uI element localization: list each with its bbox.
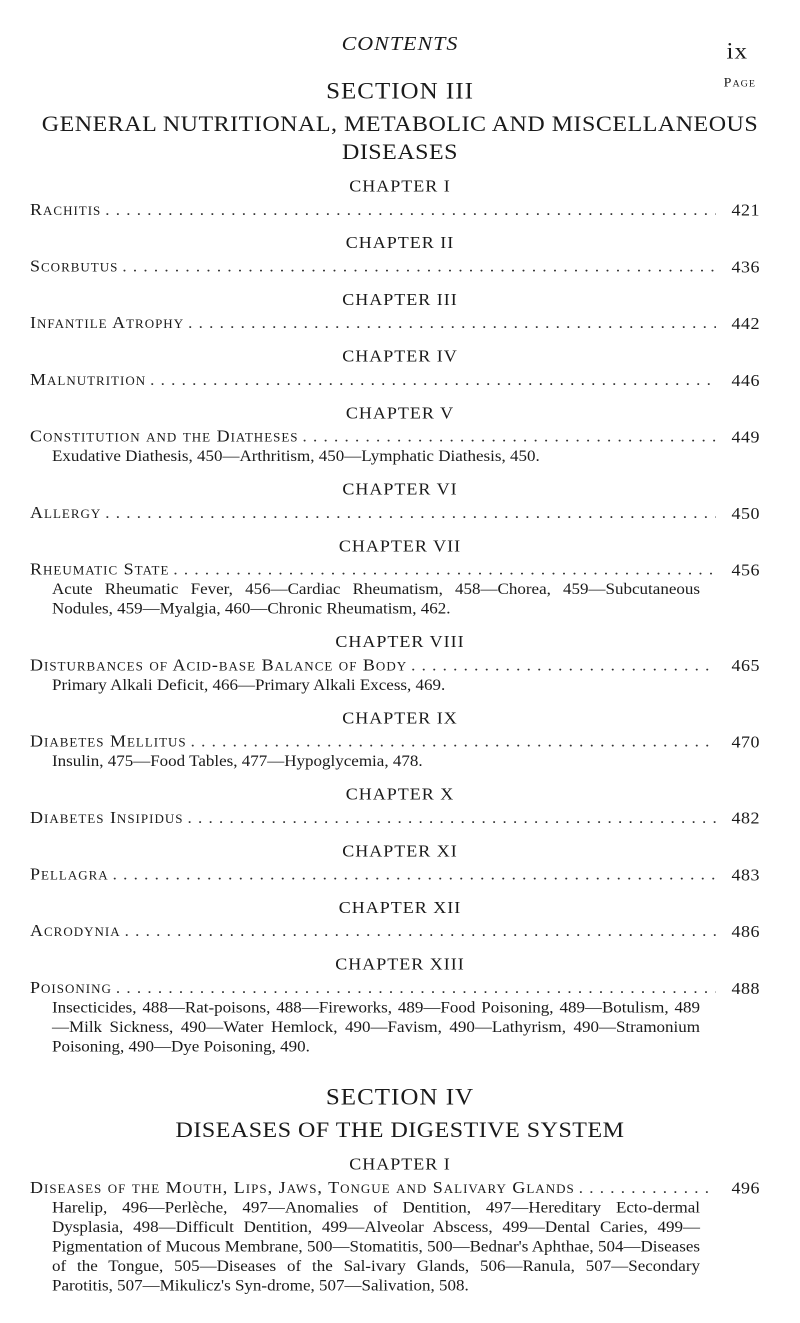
page-number: 496 (731, 1178, 760, 1198)
leader-dots (188, 313, 716, 333)
subentries: Exudative Diathesis, 450—Arthritism, 450—Lymphatic Diathesis, 450. (52, 447, 540, 465)
page-number: 483 (731, 865, 760, 885)
leader-dots (125, 921, 716, 941)
chapter-heading: CHAPTER XIII (335, 954, 465, 974)
chapter-heading: CHAPTER I (349, 176, 451, 196)
page-number: 456 (731, 560, 760, 580)
entry-title: Infantile Atrophy (30, 313, 185, 332)
entry-title: Poisoning (30, 978, 112, 997)
page-number: 449 (731, 427, 760, 447)
toc-entry[interactable] (30, 370, 760, 390)
leader-dots (187, 808, 716, 828)
entry-title: Pellagra (30, 864, 109, 884)
entry-title: Diseases of the Mouth, Lips, Jaws, Tongue and Salivary Glands (30, 1177, 575, 1197)
chapter-heading: CHAPTER III (342, 290, 458, 309)
page-number: 421 (731, 200, 760, 220)
subentries: Harelip, 496—Perlèche, 497—Anomalies of Dentition, 497—Hereditary Ecto-dermal Dysplasia, 498—Difficult Dentition, 499—Alveolar Abscess, 499—Dental Caries, 499—Pigmentation of Mucous Membrane, 500—Stomatitis, 500—Bednar's Aphthae, 504—Diseases of the Tongue, 505—Diseases of the Sal-ivary Glands, 506—Ranula, 507—Secondary Parotitis, 507—Mikulicz's Syn-drome, 507—Salivation, 508. (52, 1198, 700, 1295)
toc-entry[interactable] (30, 921, 760, 941)
running-head (0, 31, 800, 65)
page-number: 486 (731, 922, 760, 941)
leader-dots (113, 865, 716, 885)
page-number: 446 (731, 370, 760, 390)
toc-entry[interactable] (30, 808, 760, 828)
toc-entry[interactable] (30, 427, 760, 466)
page-number: 465 (731, 656, 760, 675)
entry-title: Malnutrition (30, 370, 147, 389)
leader-dots (173, 560, 716, 580)
leader-dots (122, 257, 716, 277)
toc-entry[interactable] (30, 560, 760, 619)
toc-entry[interactable] (30, 978, 760, 1056)
toc-entry[interactable] (30, 1178, 760, 1295)
entry-title: Allergy (30, 502, 102, 522)
entry-title: Diabetes Mellitus (30, 731, 187, 751)
page-number: 470 (731, 732, 760, 752)
entry-title: Rheumatic State (30, 559, 170, 579)
chapter-heading: CHAPTER II (345, 233, 455, 252)
running-title: CONTENTS (341, 31, 459, 55)
subentries: Insulin, 475—Food Tables, 477—Hypoglycemia, 478. (52, 752, 423, 770)
toc-entry[interactable] (30, 655, 760, 694)
leader-dots (116, 978, 716, 998)
leader-dots (411, 655, 716, 675)
page-number: 482 (731, 808, 760, 828)
entry-title: Acrodynia (30, 921, 121, 940)
chapter-heading: CHAPTER VI (342, 479, 458, 499)
leader-dots (579, 1178, 716, 1198)
subentries: Primary Alkali Deficit, 466—Primary Alkali Excess, 469. (52, 675, 446, 694)
chapter-heading: CHAPTER VII (338, 536, 462, 556)
subentries: Acute Rheumatic Fever, 456—Cardiac Rheumatism, 458—Chorea, 459—Subcutaneous Nodules, 459—Myalgia, 460—Chronic Rheumatism, 462. (52, 580, 700, 618)
toc-entry[interactable] (30, 313, 760, 333)
section-heading: SECTION III (326, 79, 474, 105)
leader-dots (105, 503, 716, 523)
section-title: GENERAL NUTRITIONAL, METABOLIC AND MISCELLANEOUS DISEASES (41, 112, 759, 165)
chapter-heading: CHAPTER X (345, 784, 455, 804)
toc-entry[interactable] (30, 865, 760, 885)
leader-dots (191, 732, 716, 752)
leader-dots (105, 200, 716, 220)
chapter-heading: CHAPTER IX (342, 708, 458, 728)
entry-title: Rachitis (30, 199, 102, 219)
page-number: 488 (731, 978, 760, 998)
toc-entry[interactable] (30, 503, 760, 523)
entry-title: Scorbutus (30, 256, 119, 276)
page-column-label: Page (723, 76, 756, 91)
section-heading: SECTION IV (325, 1084, 475, 1111)
page-number: 442 (731, 314, 760, 333)
chapter-heading: CHAPTER IV (342, 346, 458, 366)
chapter-heading: CHAPTER V (345, 403, 455, 423)
chapter-heading: CHAPTER XII (338, 898, 462, 917)
toc-entry[interactable] (30, 257, 760, 277)
chapter-heading: CHAPTER I (349, 1154, 451, 1174)
section-title: DISEASES OF THE DIGESTIVE SYSTEM (175, 1118, 625, 1143)
entry-title: Constitution and the Diatheses (30, 426, 299, 446)
subentries: Insecticides, 488—Rat-poisons, 488—Fireworks, 489—Food Poisoning, 489—Botulism, 489—Milk Sickness, 490—Water Hemlock, 490—Favism, 490—Lathyrism, 490—Stramonium Poisoning, 490—Dye Poisoning, 490. (52, 998, 700, 1056)
chapter-heading: CHAPTER XI (342, 841, 458, 860)
leader-dots (150, 370, 716, 390)
toc-entry[interactable] (30, 200, 760, 220)
page-number: 450 (731, 503, 760, 523)
chapter-heading: CHAPTER VIII (335, 632, 465, 651)
page-number: 436 (731, 257, 760, 277)
entry-title: Diabetes Insipidus (30, 807, 184, 827)
entry-title: Disturbances of Acid-base Balance of Body (30, 655, 408, 675)
leader-dots (303, 427, 716, 447)
toc-entry[interactable] (30, 732, 760, 771)
folio: ix (726, 39, 748, 65)
